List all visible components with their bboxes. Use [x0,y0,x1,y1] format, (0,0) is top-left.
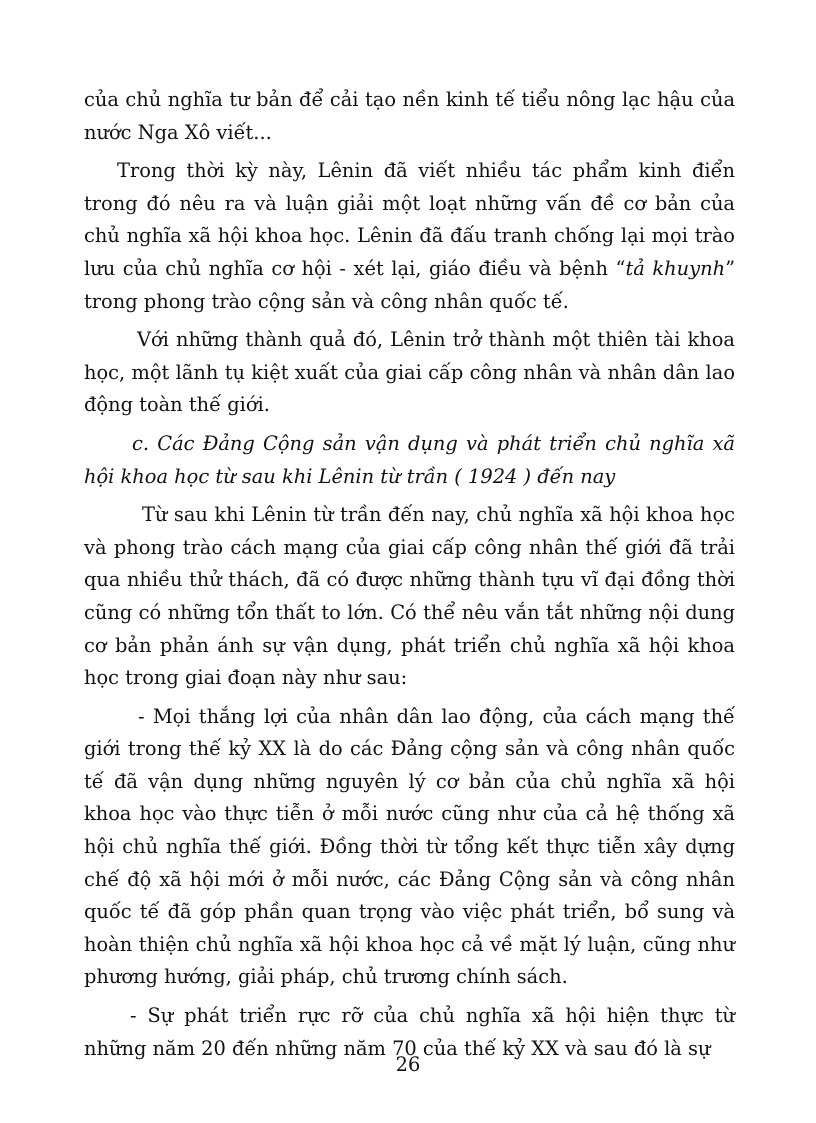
paragraph-since-lenin: Từ sau khi Lênin từ trần đến nay, chủ nghĩa xã hội khoa học và phong trào cách mạng của giai cấp công nhân thế giới đã trải qua nhiều thử thách, đã có được những thành tựu vĩ đại đồng thời cũng có những tổn thất to lớn. Có thể nêu vắn tắt những nội dung cơ bản phản ánh sự vận dụng, phát triển chủ nghĩa xã hội khoa học trong giai đoạn này như sau: [84,503,735,690]
paragraph-lenin-works-end: ” trong phong trào cộng sản và công nhân quốc tế. [84,256,735,313]
paragraph-lenin-works-text: Trong thời kỳ này, Lênin đã viết nhiều tác phẩm kinh điển trong đó nêu ra và luận giải một loạt những vấn đề cơ bản của chủ nghĩa xã hội khoa học. Lênin đã đấu tranh chống lại mọi trào lưu của chủ nghĩa cơ hội - xét lại, giáo điều và bệnh “ [84,159,735,280]
paragraph-lenin-works [84,155,735,318]
section-heading: c. Các Đảng Cộng sản vận dụng và phát triển chủ nghĩa xã hội khoa học từ sau khi Lênin từ trần ( 1924 ) đến nay [84,431,735,488]
document-page [84,84,735,1065]
italic-term: tả khuynh [625,256,726,280]
paragraph-continuation: của chủ nghĩa tư bản để cải tạo nền kinh tế tiểu nông lạc hậu của nước Nga Xô viết... [84,88,735,144]
page-number: 26 [395,1053,421,1076]
paragraph-lenin-genius: Với những thành quả đó, Lênin trở thành một thiên tài khoa học, một lãnh tụ kiệt xuất của giai cấp công nhân và nhân dân lao động toàn thế giới. [84,328,735,417]
paragraph-development: - Sự phát triển rực rỡ của chủ nghĩa xã hội hiện thực từ những năm 20 đến những năm 70 của thế kỷ XX và sau đó là sự [84,1004,735,1060]
paragraph-victories: - Mọi thắng lợi của nhân dân lao động, của cách mạng thế giới trong thế kỷ XX là do các Đảng cộng sản và công nhân quốc tế đã vận dụng những nguyên lý cơ bản của chủ nghĩa xã hội khoa học vào thực tiễn ở mỗi nước cũng như của cả hệ thống xã hội chủ nghĩa thế giới. Đồng thời từ tổng kết thực tiễn xây dựng chế độ xã hội mới ở mỗi nước, các Đảng Cộng sản và công nhân quốc tế đã góp phần quan trọng vào việc phát triển, bổ sung và hoàn thiện chủ nghĩa xã hội khoa học cả về mặt lý luận, cũng như phương hướng, giải pháp, chủ trương chính sách. [84,704,735,989]
